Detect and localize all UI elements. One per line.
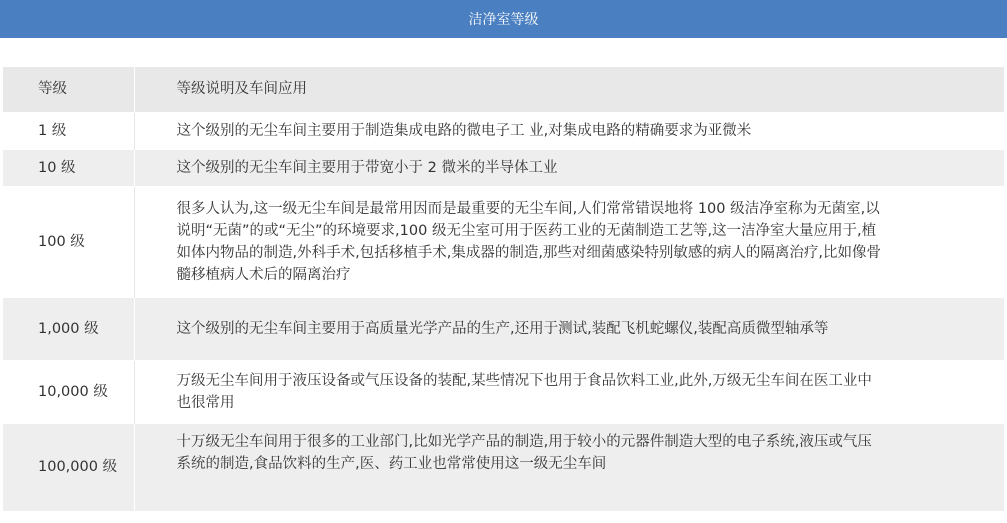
table-row <box>3 297 1004 360</box>
description-cell: 十万级无尘车间用于很多的工业部门,比如光学产品的制造,用于较小的元器件制造大型的电子系统,液压或气压系统的制造,食品饮料的生产,医、药工业也常常使用这一级无尘车间 <box>134 423 1004 511</box>
cleanroom-grade-table <box>3 67 1004 511</box>
description-cell: 这个级别的无尘车间主要用于高质量光学产品的生产,还用于测试,装配飞机蛇螺仪,装配高质微型轴承等 <box>134 297 1004 360</box>
grade-cell: 100 级 <box>3 186 134 297</box>
description-cell: 很多人认为,这一级无尘车间是最常用因而是最重要的无尘车间,人们常常错误地将 100 级洁净室称为无菌室,以说明“无菌”的或“无尘”的环境要求,100 级无尘室可用于医药工业的无菌制造工艺等,这一洁净室大量应用于,植如体内物品的制造,外科手术,包括移植手术,集成器的制造,那些对细菌感染特别敏感的病人的隔离治疗,比如像骨髓移植病人术后的隔离治疗 <box>134 186 1004 297</box>
table-row <box>3 186 1004 297</box>
description-cell: 这个级别的无尘车间主要用于带宽小于 2 微米的半导体工业 <box>134 149 1004 186</box>
table-row <box>3 423 1004 511</box>
table-row <box>3 149 1004 186</box>
table-row <box>3 112 1004 149</box>
page-title: 洁净室等级 <box>468 12 539 28</box>
description-cell: 万级无尘车间用于液压设备或气压设备的装配,某些情况下也用于食品饮料工业,此外,万级无尘车间在医工业中也很常用 <box>134 360 1004 423</box>
grade-cell: 1,000 级 <box>3 297 134 360</box>
grade-cell: 10 级 <box>3 149 134 186</box>
grade-cell: 1 级 <box>3 112 134 149</box>
page-title-bar <box>0 0 1007 38</box>
grade-cell: 100,000 级 <box>3 423 134 511</box>
description-cell: 这个级别的无尘车间主要用于制造集成电路的微电子工 业,对集成电路的精确要求为亚微米 <box>134 112 1004 149</box>
table-header-row <box>3 67 1004 112</box>
header-grade: 等级 <box>3 67 134 112</box>
table-row <box>3 360 1004 423</box>
grade-cell: 10,000 级 <box>3 360 134 423</box>
header-description: 等级说明及车间应用 <box>176 81 307 98</box>
